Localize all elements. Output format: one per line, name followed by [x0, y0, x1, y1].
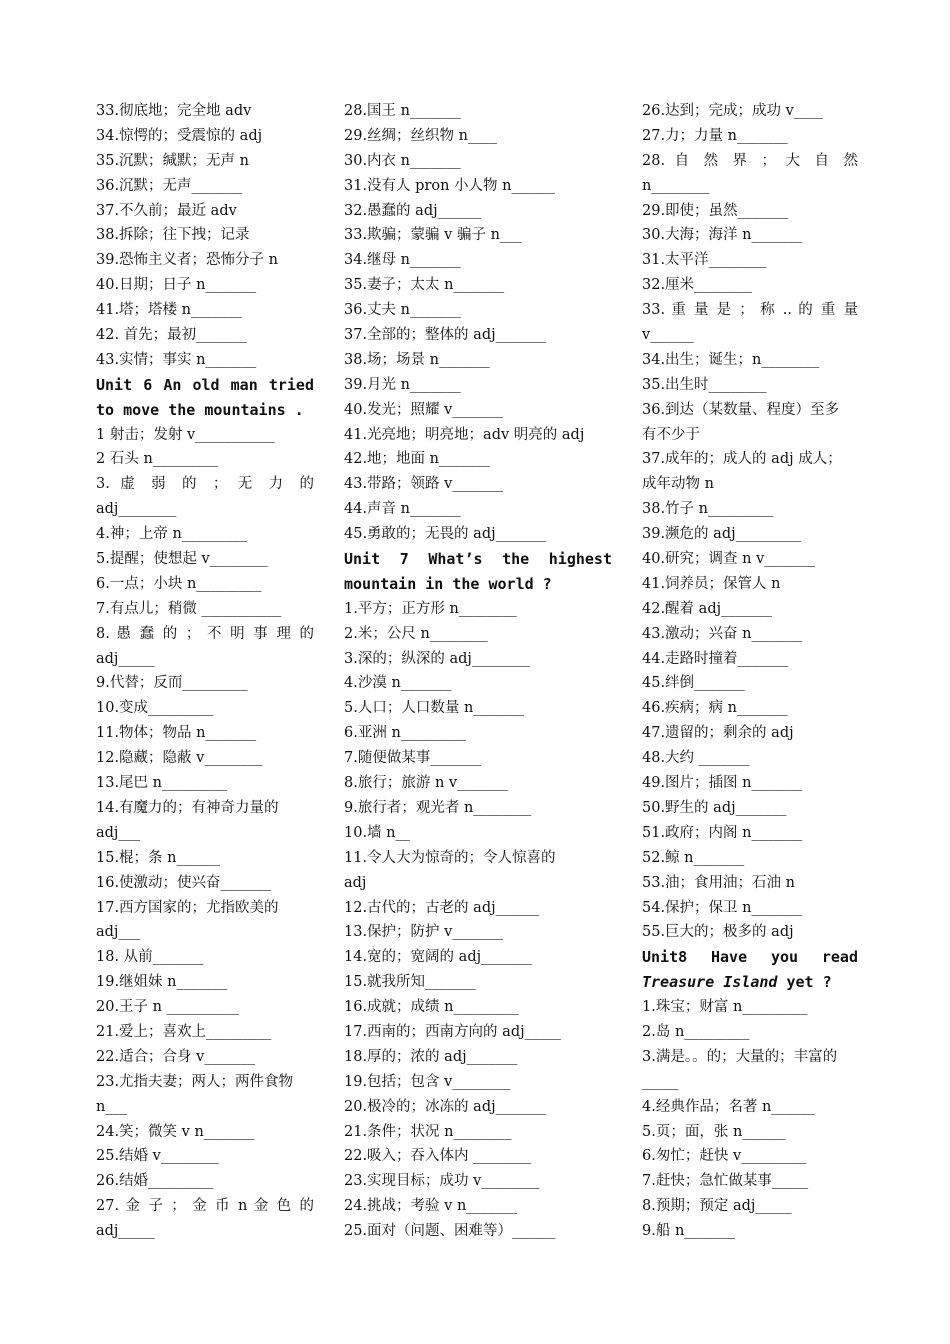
- vocab-item: 9.船 n_______: [642, 1223, 736, 1240]
- vocab-item: 15.就我所知_______: [344, 974, 476, 991]
- vocab-item: 3.深的；纵深的 adj________: [344, 650, 530, 667]
- vocab-item: 42.醒着 adj_______: [642, 600, 772, 617]
- vocab-item: 10.墙 n__: [344, 824, 411, 841]
- vocab-item: 42.地；地面 n_______: [344, 451, 490, 468]
- vocab-item: 48.大约 _______: [642, 750, 750, 767]
- vocab-item-cont: 有不少于: [642, 426, 700, 443]
- vocab-item: 41.塔；塔楼 n_______: [96, 302, 242, 319]
- vocab-item: 21.条件；状况 n________: [344, 1123, 512, 1140]
- vocab-item: 41.饲养员；保管人 n: [642, 575, 781, 592]
- vocab-item: 38.竹子 n_________: [642, 501, 774, 518]
- vocab-item: 1.珠宝；财富 n_________: [642, 999, 808, 1016]
- vocab-item: 5.提醒；使想起 v________: [96, 551, 268, 568]
- vocab-item-cont: n___: [96, 1098, 128, 1115]
- vocab-item: 1 射击；发射 v___________: [96, 426, 275, 443]
- vocab-item: 32.厘米________: [642, 277, 753, 294]
- vocab-item: 20.极冷的；冰冻的 adj_______: [344, 1098, 547, 1115]
- vocab-item-cont: adj___: [96, 924, 141, 941]
- vocab-item: 7.赶快；急忙做某事_____: [642, 1173, 809, 1190]
- vocab-item: 45.绊倒_______: [642, 675, 745, 692]
- vocab-item: 28.国王 n_______: [344, 103, 461, 119]
- vocab-item: 39.月光 n_______: [344, 376, 461, 393]
- vocab-item-cont: 成年动物 n: [642, 476, 714, 493]
- vocab-item: 27. 金 子 ； 金 币 n 金 色 的: [96, 1198, 314, 1215]
- vocab-item: 5.页；面，张 n______: [642, 1123, 786, 1140]
- vocab-item: 34.出生；诞生；n________: [642, 351, 820, 368]
- vocab-item-cont: _____: [642, 1073, 679, 1090]
- vocab-item: 54.保护；保卫 n_______: [642, 899, 803, 916]
- vocab-item: 55.巨大的；极多的 adj: [642, 924, 794, 941]
- vocab-item: 28. 自 然 界 ； 大 自 然: [642, 152, 858, 169]
- vocab-item: 36.丈夫 n_______: [344, 302, 461, 319]
- vocab-item: 15.棍；条 n______: [96, 849, 221, 866]
- vocab-item: 34.继母 n_______: [344, 252, 461, 269]
- unit-7-heading: Unit 7 What’s the highest: [344, 550, 612, 569]
- vocab-item: 36.沉默；无声_______: [96, 177, 243, 194]
- vocab-item: 29.即使；虽然_______: [642, 202, 789, 219]
- vocab-item: 3. 虚 弱 的 ； 无 力 的: [96, 476, 314, 493]
- vocab-item: 40.研究；调查 n v_______: [642, 551, 816, 568]
- vocab-item: 51.政府；内阁 n_______: [642, 824, 803, 841]
- vocab-item: 17.西方国家的；尤指欧美的: [96, 899, 279, 916]
- column-middle: [344, 99, 612, 1244]
- vocab-item: 6.一点；小块 n_________: [96, 575, 262, 592]
- vocab-item: 33.欺骗；蒙骗 v 骗子 n___: [344, 227, 522, 244]
- vocab-item: 2 石头 n_________: [96, 451, 219, 468]
- vocab-item: 8. 愚 蠢 的 ； 不 明 事 理 的: [96, 625, 314, 642]
- vocab-item: 45.勇敢的；无畏的 adj_______: [344, 526, 547, 543]
- unit-6-heading-cont: to move the mountains .: [96, 400, 304, 419]
- vocab-item-cont: adj________: [96, 501, 177, 518]
- vocab-item: 16.成就；成绩 n_________: [344, 999, 519, 1016]
- vocab-item: 13.保护；防护 v_______: [344, 924, 504, 941]
- vocab-item: 40.日期；日子 n_______: [96, 277, 257, 294]
- vocab-item: 43.带路；领路 v_______: [344, 476, 504, 493]
- vocab-item: 7.有点儿；稍微 ___________: [96, 600, 282, 617]
- vocab-item: 43.激动；兴奋 n_______: [642, 625, 803, 642]
- vocab-item: 14.宽的；宽阔的 adj_______: [344, 949, 532, 966]
- vocab-item-cont: adj_____: [96, 650, 155, 667]
- vocab-item: 31.没有人 pron 小人物 n______: [344, 177, 556, 194]
- vocab-item-cont: adj_____: [96, 1223, 155, 1240]
- vocab-item: 34.惊愕的；受震惊的 adj: [96, 127, 263, 144]
- vocab-item: 23.实现目标；成功 v________: [344, 1173, 540, 1190]
- vocab-item: 27.力；力量 n_______: [642, 127, 788, 144]
- vocab-item: 43.实情；事实 n_______: [96, 351, 257, 368]
- vocab-item: 52.鲸 n_______: [642, 849, 745, 866]
- vocab-item: 40.发光；照耀 v_______: [344, 401, 504, 418]
- vocab-item: 6.匆忙；赶快 v_________: [642, 1148, 807, 1165]
- unit-7-heading-cont: mountain in the world ?: [344, 574, 552, 593]
- vocab-item: 11.令人大为惊奇的；令人惊喜的: [344, 849, 556, 866]
- book-title: Treasure Island: [642, 973, 778, 992]
- vocab-item: 23.尤指夫妻；两人；两件食物: [96, 1073, 294, 1090]
- vocab-item: 24.笑；微笑 v n_______: [96, 1123, 255, 1140]
- vocab-item: 38.场；场景 n_______: [344, 351, 490, 368]
- vocab-item: 26.达到；完成；成功 v____: [642, 103, 823, 119]
- vocab-item: 12.古代的；古老的 adj______: [344, 899, 540, 916]
- vocab-item: 4.沙漠 n_______: [344, 675, 452, 692]
- vocab-item: 17.西南的；西南方向的 adj_____: [344, 1023, 561, 1040]
- unit-8-heading: Unit8 Have you read: [642, 948, 858, 967]
- vocab-item: 47.遗留的；剩余的 adj: [642, 725, 794, 742]
- vocab-item: 4.经典作品；名著 n______: [642, 1098, 815, 1115]
- vocab-item: 12.隐藏；隐蔽 v________: [96, 750, 263, 767]
- vocab-item: 13.尾巴 n_________: [96, 775, 228, 792]
- vocab-item: 37.全部的；整体的 adj_______: [344, 327, 547, 344]
- heading-tail: yet ?: [777, 973, 832, 992]
- vocab-item: 9.旅行者；观光者 n________: [344, 799, 532, 816]
- vocab-item: 32.愚蠢的 adj______: [344, 202, 482, 219]
- vocab-item: 24.挑战；考验 v n_______: [344, 1198, 518, 1215]
- vocab-item: 53.油；食用油；石油 n: [642, 874, 796, 891]
- vocab-item: 8.预期；预定 adj_____: [642, 1198, 792, 1215]
- vocab-item: 11.物体；物品 n_______: [96, 725, 257, 742]
- vocab-item: 5.人口；人口数量 n_______: [344, 700, 525, 717]
- vocab-item: 20.王子 n __________: [96, 999, 240, 1016]
- vocab-item-cont: adj___: [96, 824, 141, 841]
- vocab-item-cont: n________: [642, 177, 710, 194]
- unit-6-heading: Unit 6 An old man tried: [96, 375, 314, 394]
- vocab-item: 50.野生的 adj_______: [642, 799, 787, 816]
- vocab-item: 49.图片；插图 n_______: [642, 775, 803, 792]
- vocab-item: 16.使激动；使兴奋_______: [96, 874, 272, 891]
- vocab-item: 2.米；公尺 n________: [344, 625, 488, 642]
- vocab-item: 19.包括；包含 v________: [344, 1073, 511, 1090]
- vocab-item: 33. 重 量 是 ； 称 .. 的 重 量: [642, 302, 858, 319]
- vocab-item: 26.结婚_________: [96, 1173, 214, 1190]
- vocab-item: 36.到达（某数量、程度）至多: [642, 401, 840, 418]
- vocab-item: 39.濒危的 adj_________: [642, 526, 801, 543]
- vocab-item-cont: v______: [642, 327, 694, 344]
- vocab-item: 35.出生时________: [642, 376, 767, 393]
- vocab-item: 39.恐怖主义者；恐怖分子 n: [96, 252, 279, 269]
- vocab-item: 8.旅行；旅游 n v_______: [344, 775, 508, 792]
- column-left: [96, 99, 314, 1244]
- vocab-item: 37.不久前；最近 adv: [96, 202, 237, 219]
- vocab-item: 35.妻子；太太 n_______: [344, 277, 505, 294]
- vocab-item: 25.结婚 v________: [96, 1148, 219, 1165]
- vocab-item: 19.继姐妹 n_______: [96, 974, 228, 991]
- vocab-item: 25.面对（问题、困难等）______: [344, 1223, 556, 1240]
- vocab-item: 33.彻底地；完全地 adv: [96, 103, 252, 119]
- vocab-item: 3.满是。。的；大量的；丰富的: [642, 1048, 838, 1065]
- vocab-item: 22.适合；合身 v_______: [96, 1048, 256, 1065]
- vocab-item: 42. 首先；最初_______: [96, 327, 247, 344]
- vocab-item: 38.拆除；往下拽；记录: [96, 227, 250, 244]
- vocab-item: 18.厚的；浓的 adj_______: [344, 1048, 518, 1065]
- vocab-item: 29.丝绸；丝织物 n____: [344, 127, 498, 144]
- vocab-item-cont: adj: [344, 874, 367, 891]
- vocab-item: 31.太平洋________: [642, 252, 767, 269]
- vocab-item: 9.代替；反而_________: [96, 675, 248, 692]
- vocab-item: 2.岛 n_________: [642, 1023, 750, 1040]
- vocab-item: 22.吸入；吞入体内 ________: [344, 1148, 532, 1165]
- vocab-item: 44.声音 n_______: [344, 501, 461, 518]
- vocab-item: 1.平方；正方形 n________: [344, 600, 517, 617]
- vocab-item: 18. 从前_______: [96, 949, 204, 966]
- vocab-item: 7.随便做某事_______: [344, 750, 482, 767]
- vocab-item: 4.神；上帝 n_________: [96, 526, 248, 543]
- vocab-item: 10.变成_________: [96, 700, 214, 717]
- vocab-item: 41.光亮地；明亮地；adv 明亮的 adj: [344, 426, 585, 443]
- vocab-item: 46.疾病；病 n_______: [642, 700, 788, 717]
- vocab-item: 37.成年的；成人的 adj 成人；: [642, 451, 842, 468]
- vocab-item: 14.有魔力的；有神奇力量的: [96, 799, 279, 816]
- unit-8-heading-cont: [642, 970, 858, 995]
- vocab-item: 30.大海；海洋 n_______: [642, 227, 803, 244]
- vocab-item: 21.爱上；喜欢上_________: [96, 1023, 272, 1040]
- vocab-item: 44.走路时撞着_______: [642, 650, 789, 667]
- vocab-item: 6.亚洲 n_________: [344, 725, 467, 742]
- vocab-item: 35.沉默；缄默；无声 n: [96, 152, 250, 169]
- column-right: [642, 99, 858, 1244]
- vocab-item: 30.内衣 n_______: [344, 152, 461, 169]
